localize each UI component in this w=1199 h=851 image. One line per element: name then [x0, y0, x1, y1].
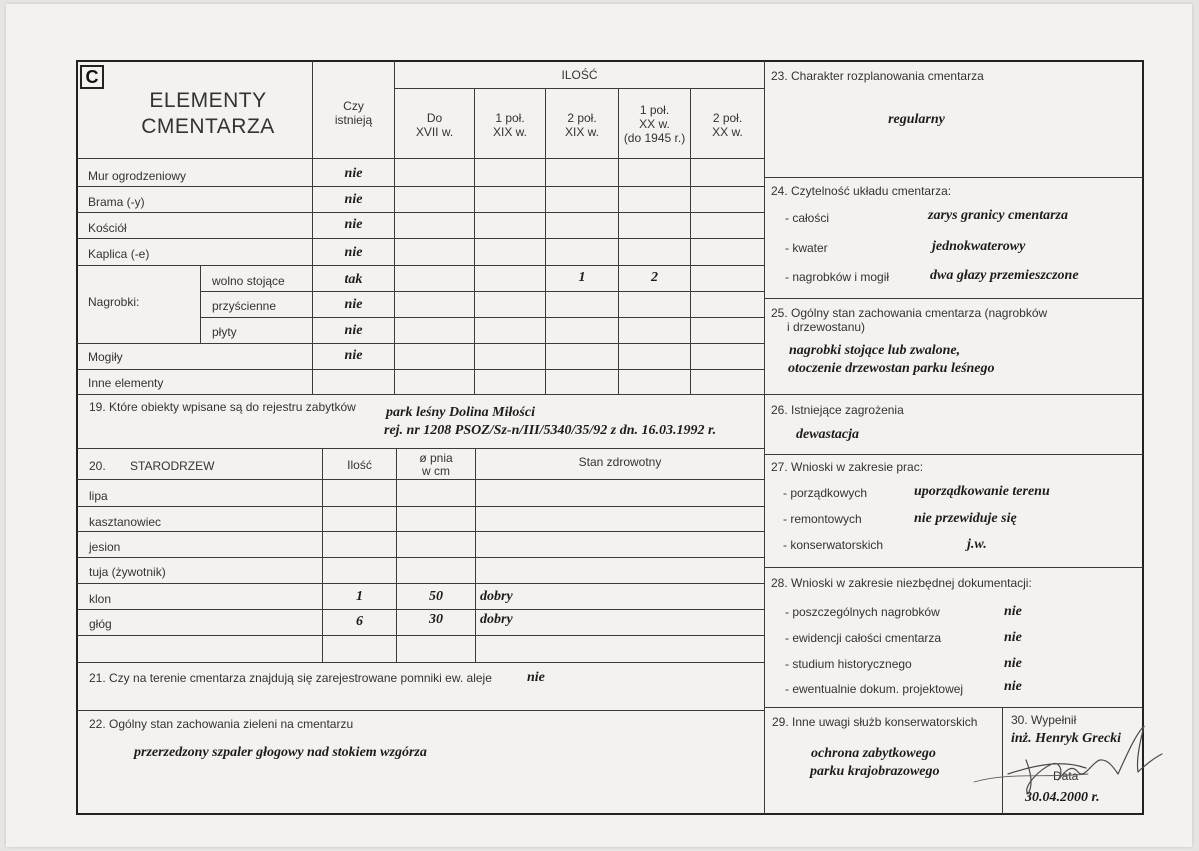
row-value-kaplica: nie — [344, 245, 363, 260]
row-label-mur: Mur ogrodzeniowy — [88, 169, 187, 183]
period-4-l3: (do 1945 r.) — [623, 131, 686, 145]
s28-item-value: nie — [1004, 679, 1022, 694]
tree-diam: 50 — [429, 589, 443, 604]
s30-date-label: Data — [1053, 769, 1079, 783]
s19-label: 19. Które obiekty wpisane są do rejestru zabytków — [89, 400, 356, 414]
grid-line — [77, 531, 764, 532]
tree-name: klon — [89, 592, 112, 606]
period-3-l2: XIX w. — [564, 125, 599, 139]
grid-line — [764, 394, 1143, 395]
s19-value-line2: rej. nr 1208 PSOZ/Sz-n/III/5340/35/92 z dn. 16.03.1992 r. — [384, 423, 717, 438]
s20-title: STARODRZEW — [130, 459, 215, 473]
s20-col-pien-l2: w cm — [422, 464, 450, 478]
s23-value: regularny — [888, 112, 945, 127]
grid-line — [77, 238, 764, 239]
row-value-przyscienne: nie — [344, 297, 363, 312]
s24-item-label: - nagrobków i mogił — [785, 270, 890, 284]
tree-name: kasztanowiec — [89, 515, 162, 529]
row-label-przyscienne: przyścienne — [212, 299, 277, 313]
period-2-l2: XIX w. — [492, 125, 527, 139]
col-exists-line2: istnieją — [334, 113, 373, 127]
s30-label: 30. Wypełnił — [1011, 713, 1077, 727]
s23-label: 23. Charakter rozplanowania cmentarza — [771, 69, 984, 83]
s27-label: 27. Wnioski w zakresie prac: — [771, 460, 924, 474]
s21-value: nie — [527, 670, 545, 685]
grid-line — [77, 265, 764, 266]
s27-item-value: nie przewiduje się — [914, 511, 1017, 526]
grid-line — [394, 88, 764, 89]
form-title-line2: CMENTARZA — [141, 115, 275, 138]
s24-item-value: dwa głazy przemieszczone — [930, 268, 1079, 283]
grid-line — [77, 186, 764, 187]
row-value-mogily: nie — [344, 348, 363, 363]
row-label-brama: Brama (-y) — [88, 195, 145, 209]
col-exists-line1: Czy — [343, 99, 364, 113]
grid-line — [77, 662, 764, 663]
row-label-nagrobki: Nagrobki: — [88, 295, 140, 309]
s28-label: 28. Wnioski w zakresie niezbędnej dokumentacji: — [771, 576, 1032, 590]
grid-line — [77, 609, 764, 610]
s27-item-label: - remontowych — [783, 512, 862, 526]
row-label-plyty: płyty — [212, 325, 237, 339]
s27-item-value: uporządkowanie terenu — [914, 484, 1050, 499]
s25-value-line1: nagrobki stojące lub zwalone, — [789, 343, 961, 358]
row-value-kosciol: nie — [344, 217, 363, 232]
s28-item-label: - studium historycznego — [785, 657, 912, 671]
grid-line — [77, 479, 764, 480]
grid-line — [77, 158, 764, 159]
s28-item-label: - ewidencji całości cmentarza — [785, 631, 942, 645]
grid-line — [200, 291, 764, 292]
s28-item-label: - poszczególnych nagrobków — [785, 605, 940, 619]
s19-value-line1: park leśny Dolina Miłości — [386, 405, 535, 420]
row-value-brama: nie — [344, 192, 363, 207]
grid-line — [764, 454, 1143, 455]
s22-value: przerzedzony szpaler głogowy nad stokiem wzgórza — [134, 745, 427, 760]
grid-line — [764, 177, 1143, 178]
s25-value-line2: otoczenie drzewostan parku leśnego — [788, 361, 995, 376]
period-5-l2: XX w. — [712, 125, 743, 139]
row-label-mogily: Mogiły — [88, 350, 123, 364]
s21-label: 21. Czy na terenie cmentarza znajdują się zarejestrowane pomniki ew. aleje — [89, 671, 492, 685]
row-label-kosciol: Kościół — [88, 221, 127, 235]
row-value-plyty: nie — [344, 323, 363, 338]
s20-col-pien-l1: ø pnia — [419, 451, 453, 465]
s24-label: 24. Czytelność układu cmentarza: — [771, 184, 952, 198]
tree-name: tuja (żywotnik) — [89, 565, 166, 579]
tree-state: dobry — [480, 589, 513, 604]
s27-item-label: - porządkowych — [783, 486, 868, 500]
grid-line — [764, 298, 1143, 299]
s20-number: 20. — [89, 459, 106, 473]
period-2-l1: 1 poł. — [495, 111, 525, 125]
s20-col-stan: Stan zdrowotny — [578, 455, 662, 469]
s24-item-value: zarys granicy cmentarza — [928, 208, 1068, 223]
tree-diam: 30 — [429, 612, 443, 627]
s27-item-value: j.w. — [967, 537, 987, 552]
grid-line — [77, 583, 764, 584]
grid-line — [396, 448, 397, 662]
period-1-l2: XVII w. — [415, 125, 454, 139]
grid-line — [764, 567, 1143, 568]
grid-line — [200, 317, 764, 318]
s26-label: 26. Istniejące zagrożenia — [771, 403, 904, 417]
s29-label: 29. Inne uwagi służb konserwatorskich — [772, 715, 978, 729]
s30-name: inż. Henryk Grecki — [1011, 731, 1122, 746]
row-label-wolno: wolno stojące — [212, 274, 285, 288]
form-title-line1: ELEMENTY — [149, 89, 267, 112]
s24-item-value: jednokwaterowy — [932, 239, 1026, 254]
period-5-l1: 2 poł. — [712, 111, 743, 125]
s29-value-line1: ochrona zabytkowego — [811, 746, 936, 761]
row-label-kaplica: Kaplica (-e) — [88, 247, 150, 261]
grid-line — [77, 394, 764, 395]
s28-item-value: nie — [1004, 604, 1022, 619]
s25-label-line1: 25. Ogólny stan zachowania cmentarza (nagrobków — [771, 306, 1048, 320]
tree-qty: 6 — [356, 614, 363, 629]
row-value-mur: nie — [344, 166, 363, 181]
main-divider — [764, 61, 765, 814]
s29-value-line2: parku krajobrazowego — [810, 764, 940, 779]
grid-line — [475, 448, 476, 662]
row-wolno-2pol-xix: 1 — [578, 270, 586, 285]
s27-item-label: - konserwatorskich — [783, 538, 884, 552]
grid-line — [77, 448, 764, 449]
period-4-l1: 1 poł. — [639, 103, 670, 117]
tree-name: jesion — [89, 540, 121, 554]
s22-label: 22. Ogólny stan zachowania zieleni na cmentarzu — [89, 717, 354, 731]
col-ilosc: ILOŚĆ — [561, 68, 598, 82]
s26-value: dewastacja — [796, 427, 859, 442]
grid-line — [764, 707, 1143, 708]
grid-line — [77, 557, 764, 558]
s20-col-ilosc: Ilość — [347, 458, 372, 472]
s30-date: 30.04.2000 r. — [1025, 790, 1100, 805]
grid-line — [77, 635, 764, 636]
signature-mark — [968, 712, 1168, 802]
grid-line — [77, 212, 764, 213]
tree-qty: 1 — [356, 589, 363, 604]
grid-line — [77, 710, 764, 711]
row-label-inne: Inne elementy — [88, 376, 164, 390]
tree-name: lipa — [89, 489, 108, 503]
s28-item-label: - ewentualnie dokum. projektowej — [785, 682, 964, 696]
grid-line — [77, 506, 764, 507]
s28-item-value: nie — [1004, 656, 1022, 671]
grid-line — [77, 369, 764, 370]
tree-state: dobry — [480, 612, 513, 627]
grid-line — [77, 343, 764, 344]
period-3-l1: 2 poł. — [567, 111, 597, 125]
s24-item-label: - całości — [785, 211, 830, 225]
period-1-l1: Do — [426, 111, 443, 125]
s24-item-label: - kwater — [785, 241, 828, 255]
s25-label-line2: i drzewostanu) — [787, 320, 866, 334]
row-value-wolno: tak — [344, 272, 363, 287]
s28-item-value: nie — [1004, 630, 1022, 645]
period-4-l2: XX w. — [639, 117, 670, 131]
row-wolno-1pol-xx: 2 — [651, 270, 658, 285]
grid-line — [200, 265, 201, 343]
section-letter-box: C — [80, 65, 104, 89]
tree-name: głóg — [89, 617, 112, 631]
